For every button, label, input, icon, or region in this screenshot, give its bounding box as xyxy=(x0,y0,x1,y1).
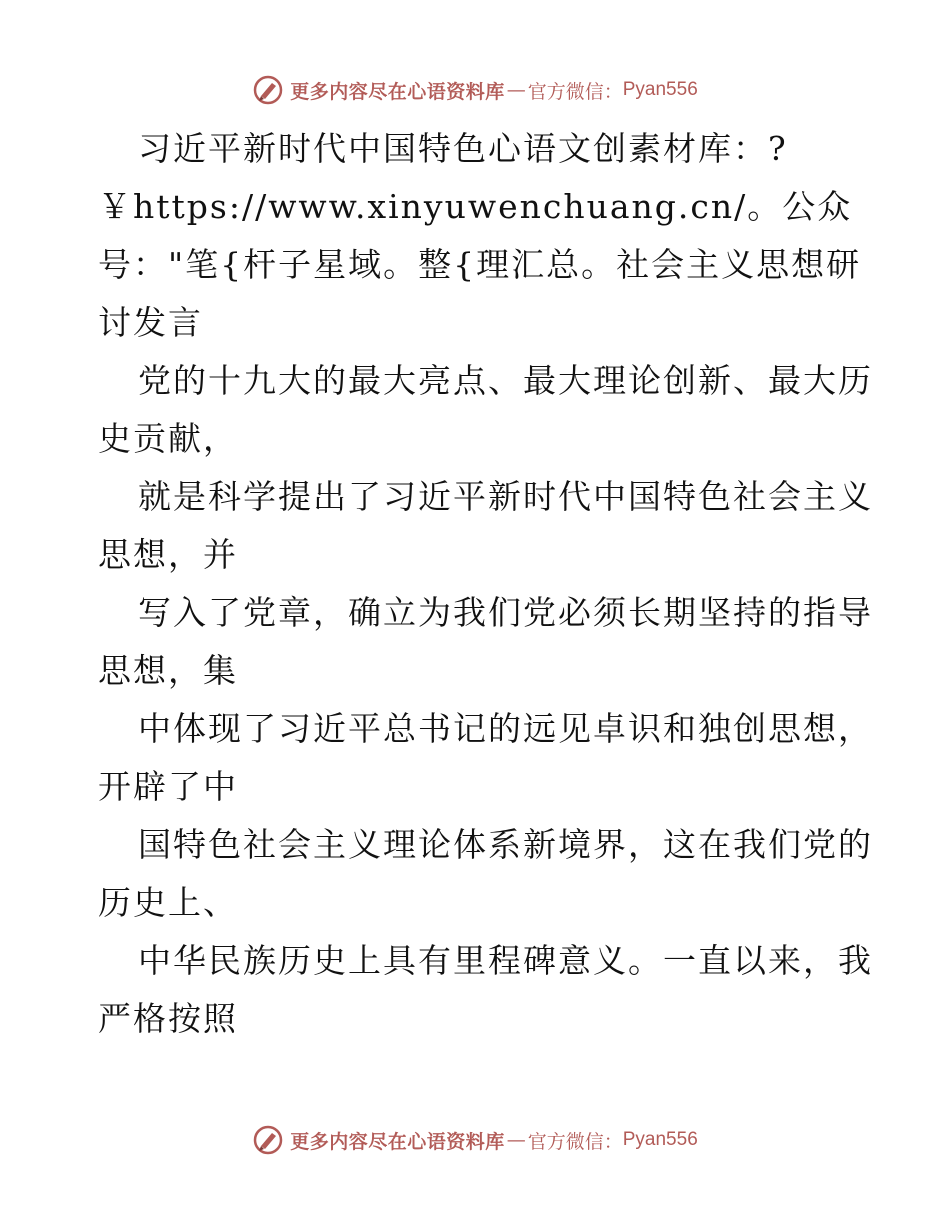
header-contact-label: 官方微信： xyxy=(527,80,623,103)
text-line: 史贡献， xyxy=(98,419,238,458)
text-line: 中华民族历史上具有里程碑意义。一直以来，我 xyxy=(138,941,873,980)
text-line: 思想，并 xyxy=(98,535,238,574)
header-banner xyxy=(0,70,950,110)
brush-logo-icon xyxy=(252,74,284,106)
text-line: 习近平新时代中国特色心语文创素材库：? xyxy=(138,129,788,168)
text-line: 开辟了中 xyxy=(98,767,238,806)
footer-banner-text: 更多内容尽在心语资料库 xyxy=(290,1130,505,1153)
text-line: 思想，集 xyxy=(98,651,238,690)
header-banner-separator: — xyxy=(506,79,526,101)
header-banner-text: 更多内容尽在心语资料库 xyxy=(290,80,505,103)
text-line: 号："笔{杆子星域。整{理汇总。社会主义思想研 xyxy=(98,245,862,284)
footer-banner-separator: — xyxy=(506,1129,526,1151)
footer-contact-id: Pyan556 xyxy=(622,1129,698,1150)
header-contact-id: Pyan556 xyxy=(622,79,698,100)
text-line: 写入了党章，确立为我们党必须长期坚持的指导 xyxy=(138,593,873,632)
brush-logo-icon xyxy=(252,1124,284,1156)
footer-contact-label: 官方微信： xyxy=(527,1130,623,1153)
text-line: 严格按照 xyxy=(98,999,238,1038)
text-line: 讨发言 xyxy=(98,303,203,342)
text-line: 历史上、 xyxy=(98,883,238,922)
text-line: 就是科学提出了习近平新时代中国特色社会主义 xyxy=(138,477,873,516)
footer-banner xyxy=(0,1120,950,1160)
text-line: 党的十九大的最大亮点、最大理论创新、最大历 xyxy=(138,361,873,400)
text-line: 国特色社会主义理论体系新境界，这在我们党的 xyxy=(138,825,873,864)
text-line: 中体现了习近平总书记的远见卓识和独创思想， xyxy=(138,709,873,748)
document-body xyxy=(98,120,873,1048)
text-line: ￥https://www.xinyuwenchuang.cn/。公众 xyxy=(98,187,853,226)
